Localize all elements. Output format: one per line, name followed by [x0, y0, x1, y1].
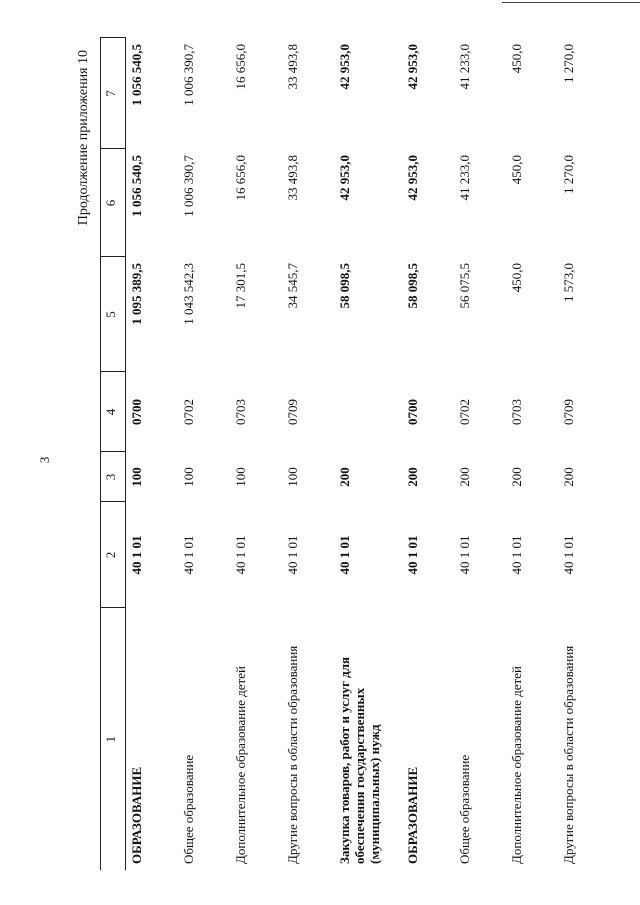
table-row	[506, 38, 558, 870]
expense-type-code: 100	[285, 467, 300, 487]
amount-col7: 1 270,0	[561, 44, 576, 83]
amount-col5: 1 043 542,3	[181, 263, 196, 325]
page-number: 3	[37, 456, 52, 464]
amount-col7: 1 056 540,5	[129, 44, 144, 106]
column-header: 3	[101, 452, 126, 502]
column-header: 6	[101, 149, 126, 257]
amount-col6: 16 656,0	[233, 155, 248, 201]
header-row	[101, 38, 126, 870]
section-code: 0703	[509, 399, 524, 425]
expense-type-code: 100	[129, 467, 144, 487]
expense-type-code: 200	[405, 467, 420, 487]
amount-col7: 42 953,0	[337, 44, 352, 90]
amount-col6: 33 493,8	[285, 155, 300, 201]
amount-col6: 1 006 390,7	[181, 155, 196, 217]
amount-col6: 41 233,0	[457, 155, 472, 201]
expense-type-code: 200	[509, 467, 524, 487]
amount-col7: 42 953,0	[405, 44, 420, 90]
column-header: 7	[101, 38, 126, 149]
table-row	[178, 38, 230, 870]
section-code: 0702	[457, 399, 472, 425]
row-name: Общее образование	[457, 754, 472, 864]
expense-type-code: 200	[457, 467, 472, 487]
target-code: 40 1 01	[233, 535, 248, 575]
table-row	[282, 38, 334, 870]
budget-table	[100, 38, 610, 871]
target-code: 40 1 01	[181, 535, 196, 575]
table-row	[558, 38, 610, 870]
expense-type-code: 200	[337, 467, 352, 487]
appendix-caption: Продолжение приложения 10	[76, 50, 91, 226]
amount-col6: 42 953,0	[405, 155, 420, 201]
section-code: 0709	[285, 399, 300, 425]
row-name: Общее образование	[181, 754, 196, 864]
amount-col5: 1 573,0	[561, 263, 576, 302]
column-header: 4	[101, 372, 126, 452]
table-row	[230, 38, 282, 870]
top-rule	[502, 2, 640, 3]
row-name: Дополнительное образование детей	[233, 666, 248, 864]
row-name: Другие вопросы в области образования	[285, 645, 300, 864]
table-body	[101, 38, 611, 870]
amount-col6: 450,0	[509, 155, 524, 185]
amount-col5: 34 545,7	[285, 263, 300, 309]
row-name: ОБРАЗОВАНИЕ	[129, 766, 144, 864]
amount-col7: 16 656,0	[233, 44, 248, 90]
target-code: 40 1 01	[337, 535, 352, 575]
amount-col6: 1 270,0	[561, 155, 576, 194]
amount-col5: 56 075,5	[457, 263, 472, 309]
column-header: 1	[101, 608, 126, 870]
row-name: Закупка товаров, работ и услуг для обеспечения государственных (муниципальных) нужд	[337, 656, 382, 864]
table-row	[402, 38, 454, 870]
amount-col7: 1 006 390,7	[181, 44, 196, 106]
amount-col5: 1 095 389,5	[129, 263, 144, 325]
amount-col7: 41 233,0	[457, 44, 472, 90]
target-code: 40 1 01	[129, 535, 144, 575]
target-code: 40 1 01	[285, 535, 300, 575]
rotated-content	[76, 10, 596, 870]
section-code: 0709	[561, 399, 576, 425]
section-code: 0700	[405, 399, 420, 425]
section-code: 0700	[129, 399, 144, 425]
amount-col7: 33 493,8	[285, 44, 300, 90]
target-code: 40 1 01	[509, 535, 524, 575]
table-row	[454, 38, 506, 870]
amount-col5: 17 301,5	[233, 263, 248, 309]
target-code: 40 1 01	[457, 535, 472, 575]
table-row	[126, 38, 179, 870]
section-code: 0703	[233, 399, 248, 425]
amount-col6: 42 953,0	[337, 155, 352, 201]
amount-col5: 58 098,5	[405, 263, 420, 309]
target-code: 40 1 01	[405, 535, 420, 575]
expense-type-code: 100	[181, 467, 196, 487]
expense-type-code: 200	[561, 467, 576, 487]
section-code: 0702	[181, 399, 196, 425]
row-name: ОБРАЗОВАНИЕ	[405, 766, 420, 864]
target-code: 40 1 01	[561, 535, 576, 575]
amount-col7: 450,0	[509, 44, 524, 74]
row-name: Другие вопросы в области образования	[561, 645, 576, 864]
amount-col5: 58 098,5	[337, 263, 352, 309]
row-name: Дополнительное образование детей	[509, 666, 524, 864]
section-code	[334, 372, 402, 452]
expense-type-code: 100	[233, 467, 248, 487]
amount-col5: 450,0	[509, 263, 524, 293]
column-header: 2	[101, 502, 126, 608]
column-header: 5	[101, 257, 126, 372]
table-row	[334, 38, 402, 870]
amount-col6: 1 056 540,5	[129, 155, 144, 217]
